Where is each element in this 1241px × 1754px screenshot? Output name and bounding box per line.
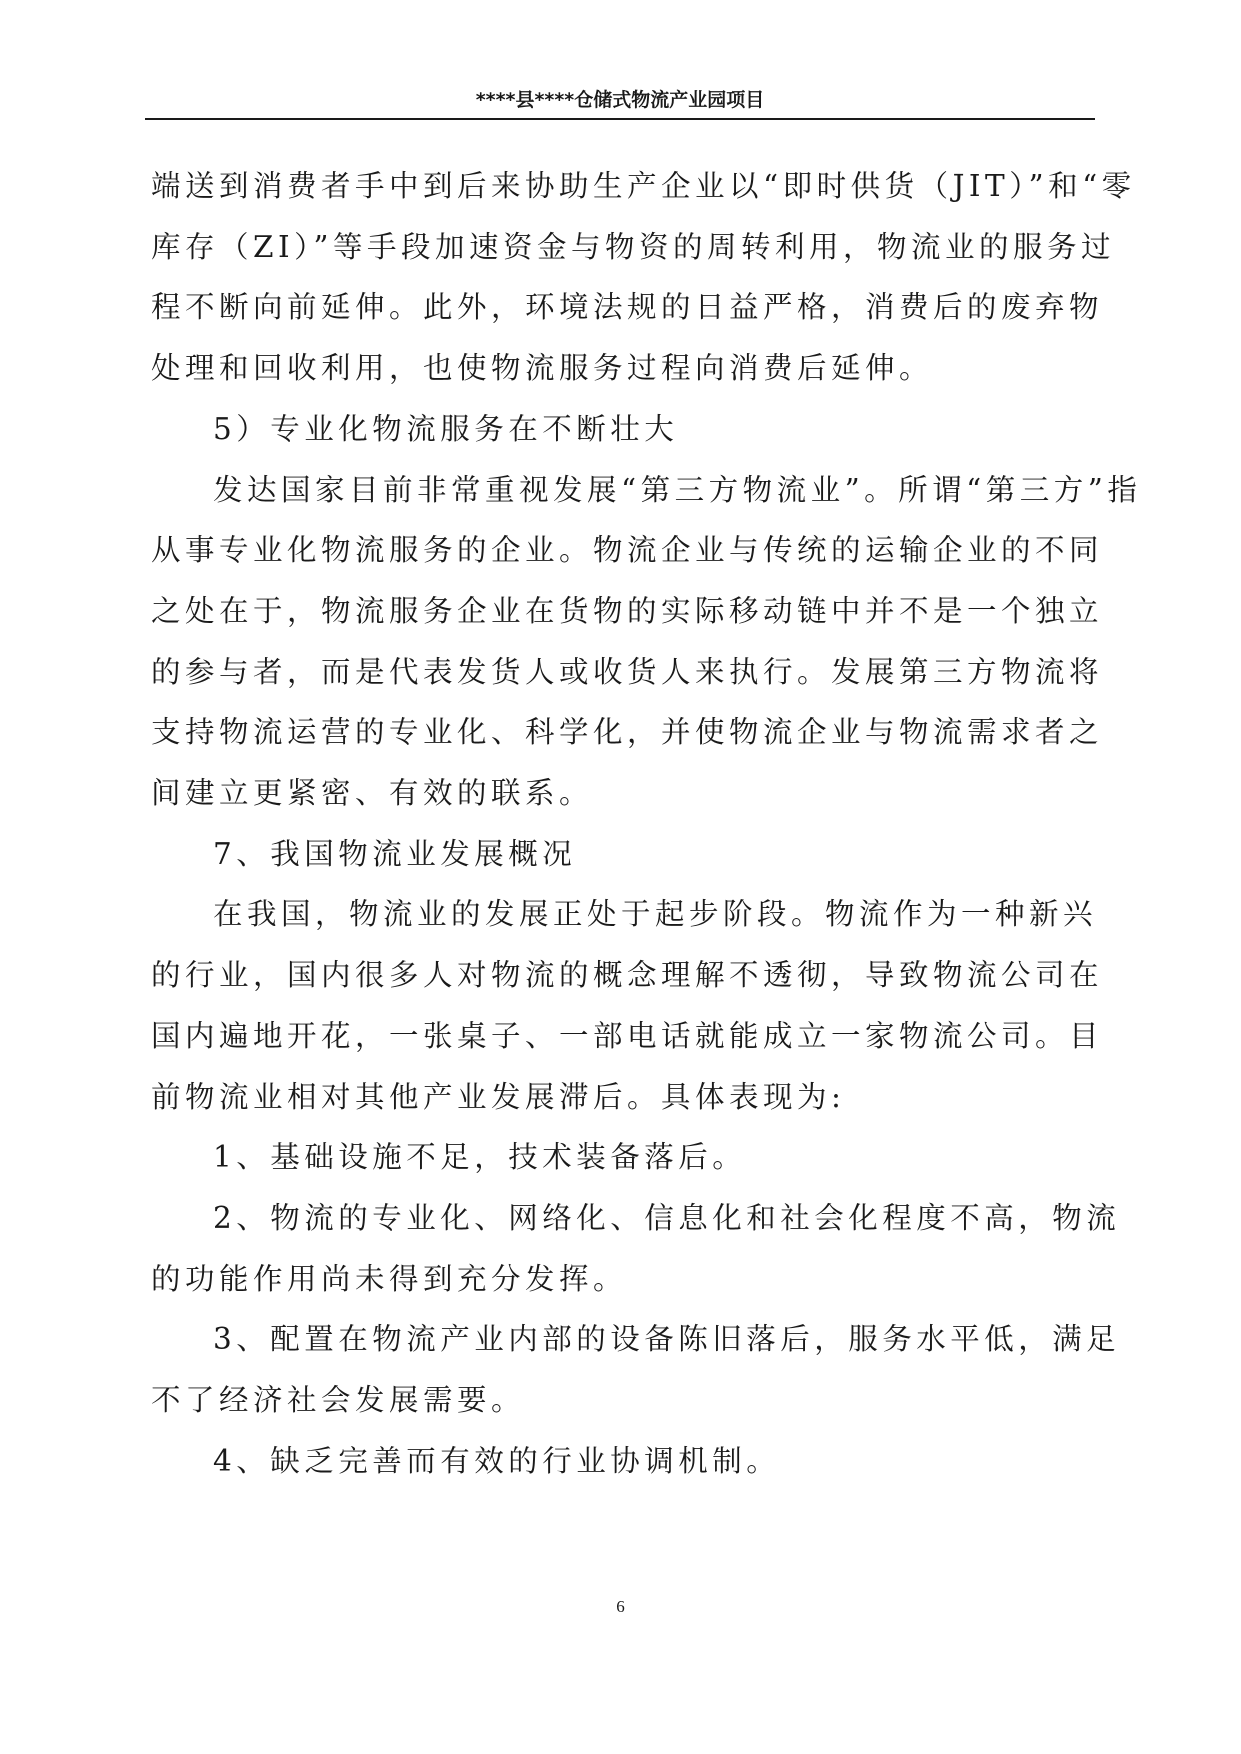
section-heading: 7、我国物流业发展概况 xyxy=(213,836,577,871)
page-number: 6 xyxy=(616,1597,625,1616)
text-line: 不了经济社会发展需要。 xyxy=(151,1383,526,1418)
text-line: 之处在于，物流服务企业在货物的实际移动链中并不是一个独立 xyxy=(151,593,1104,628)
list-item: 2、物流的专业化、网络化、信息化和社会化程度不高，物流 xyxy=(213,1200,1121,1235)
text-line: 的参与者，而是代表发货人或收货人来执行。发展第三方物流将 xyxy=(151,654,1104,689)
text-line: 在我国，物流业的发展正处于起步阶段。物流作为一种新兴 xyxy=(213,897,1098,932)
text-line: 程不断向前延伸。此外，环境法规的日益严格，消费后的废弃物 xyxy=(151,290,1104,325)
list-item: 1、基础设施不足，技术装备落后。 xyxy=(213,1140,747,1175)
list-item: 4、缺乏完善而有效的行业协调机制。 xyxy=(213,1443,781,1478)
text-line: 的功能作用尚未得到充分发挥。 xyxy=(151,1261,628,1296)
text-line: 的行业，国内很多人对物流的概念理解不透彻，导致物流公司在 xyxy=(151,958,1104,993)
text-line: 端送到消费者手中到后来协助生产企业以“即时供货（JIT）”和“零 xyxy=(151,169,1136,203)
list-item: 3、配置在物流产业内部的设备陈旧落后，服务水平低，满足 xyxy=(213,1322,1121,1357)
text-line: 从事专业化物流服务的企业。物流企业与传统的运输企业的不同 xyxy=(151,533,1104,568)
header-rule xyxy=(145,118,1095,120)
section-heading: 5）专业化物流服务在不断壮大 xyxy=(213,411,679,446)
text-line: 处理和回收利用，也使物流服务过程向消费后延伸。 xyxy=(151,351,934,386)
running-header: ****县****仓储式物流产业园项目 xyxy=(475,89,765,111)
text-line: 国内遍地开花，一张桌子、一部电话就能成立一家物流公司。目 xyxy=(151,1018,1104,1053)
text-line: 库存（ZI）”等手段加速资金与物资的周转利用，物流业的服务过 xyxy=(151,229,1115,264)
text-line: 前物流业相对其他产业发展滞后。具体表现为: xyxy=(151,1079,846,1114)
text-line: 间建立更紧密、有效的联系。 xyxy=(151,776,594,811)
body-text xyxy=(151,156,1142,1491)
text-line: 发达国家目前非常重视发展“第三方物流业”。所谓“第三方”指 xyxy=(213,472,1142,507)
text-line: 支持物流运营的专业化、科学化，并使物流企业与物流需求者之 xyxy=(151,715,1104,750)
